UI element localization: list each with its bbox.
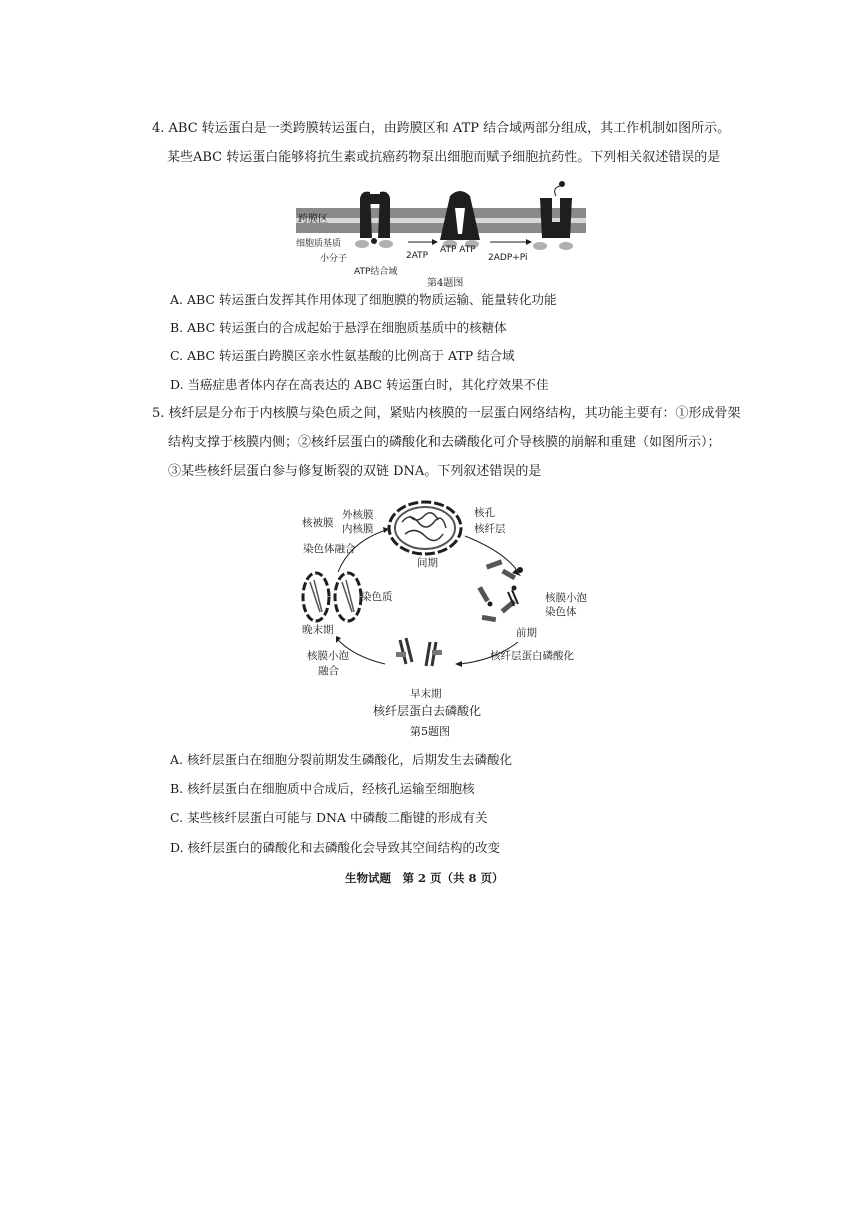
q4-option-c: C. ABC 转运蛋白跨膜区亲水性氨基酸的比例高于 ATP 结合域 — [170, 348, 515, 363]
q5-figure-caption: 第5题图 — [410, 725, 450, 738]
fig5-label-interphase: 间期 — [417, 557, 438, 569]
q5-option-b: B. 核纤层蛋白在细胞质中合成后，经核孔运输至细胞核 — [170, 781, 475, 796]
q4-option-a: A. ABC 转运蛋白发挥其作用体现了细胞膜的物质运输、能量转化功能 — [170, 292, 557, 307]
late-telophase-nuclei — [303, 573, 361, 621]
fig4-label-cytoplasm: 细胞质基质 — [296, 239, 342, 249]
q5-option-c: C. 某些核纤层蛋白可能与 DNA 中磷酸二酯键的形成有关 — [170, 810, 488, 825]
fig5-label-nuclear-envelope: 核被膜 — [302, 517, 334, 529]
fig4-label-2adp: 2ADP+Pi — [488, 253, 528, 263]
fig5-label-prophase: 前期 — [516, 627, 537, 639]
fig5-label-dephosphorylation: 核纤层蛋白去磷酸化 — [373, 704, 482, 718]
q4-figure — [290, 178, 590, 288]
early-telophase-chromosomes — [396, 638, 442, 666]
q5-stem-line1: 5. 核纤层是分布于内核膜与染色质之间，紧贴内核膜的一层蛋白网络结构，其功能主要有：①形成骨架 — [152, 406, 741, 421]
fig4-label-2atp: 2ATP — [406, 251, 429, 261]
q4-option-d: D. 当癌症患者体内存在高表达的 ABC 转运蛋白时，其化疗效果不佳 — [170, 377, 549, 392]
q5-option-d: D. 核纤层蛋白的磷酸化和去磷酸化会导致其空间结构的改变 — [170, 840, 501, 855]
page-footer: 生物试题 第 2 页（共 8 页） — [345, 871, 504, 885]
q4-stem-line2: 某些ABC 转运蛋白能够将抗生素或抗癌药物泵出细胞而赋予细胞抗药性。下列相关叙述错误的是 — [167, 150, 721, 165]
fig5-label-inner-membrane: 内核膜 — [342, 523, 374, 535]
q4-option-b: B. ABC 转运蛋白的合成起始于悬浮在细胞质基质中的核糖体 — [170, 320, 507, 335]
fig5-label-chromosome-fusion: 染色体融合 — [303, 543, 356, 555]
interphase-nucleus — [389, 502, 461, 554]
fig5-label-chromatin: 染色质 — [361, 591, 393, 603]
fig5-label-vesicle-fusion-1: 核膜小泡 — [307, 650, 349, 662]
transporter-atp-bound — [440, 191, 480, 240]
fig5-label-early-telophase: 早末期 — [410, 688, 442, 700]
fig5-label-chromosome: 染色体 — [545, 606, 577, 618]
q5-option-a: A. 核纤层蛋白在细胞分裂前期发生磷酸化，后期发生去磷酸化 — [170, 752, 512, 767]
fig5-label-late-telophase: 晚末期 — [302, 624, 334, 636]
q5-stem-line3: ③某些核纤层蛋白参与修复断裂的双链 DNA。下列叙述错误的是 — [168, 464, 542, 479]
fig4-label-transmembrane: 跨膜区 — [298, 214, 328, 225]
q4-stem-line1: 4. ABC 转运蛋白是一类跨膜转运蛋白，由跨膜区和 ATP 结合域两部分组成，其工作机制如图所示。 — [152, 121, 731, 136]
fig4-label-atp-atp: ATP ATP — [440, 245, 476, 255]
fig4-label-small-molecule: 小分子 — [320, 254, 348, 264]
fig5-label-vesicle: 核膜小泡 — [545, 592, 587, 604]
fig5-label-nuclear-pore: 核孔 — [474, 507, 495, 519]
fig5-label-nuclear-lamina: 核纤层 — [474, 523, 506, 535]
q4-figure-caption: 第4题图 — [427, 278, 464, 289]
fig5-label-phosphorylation: 核纤层蛋白磷酸化 — [490, 650, 574, 662]
fig5-label-outer-membrane: 外核膜 — [342, 509, 374, 521]
q5-stem-line2: 结构支撑于核膜内侧；②核纤层蛋白的磷酸化和去磷酸化可介导核膜的崩解和重建（如图所示）； — [168, 435, 721, 450]
fig5-label-vesicle-fusion-2: 融合 — [318, 665, 339, 677]
fig4-label-atp-domain: ATP结合域 — [354, 267, 398, 277]
